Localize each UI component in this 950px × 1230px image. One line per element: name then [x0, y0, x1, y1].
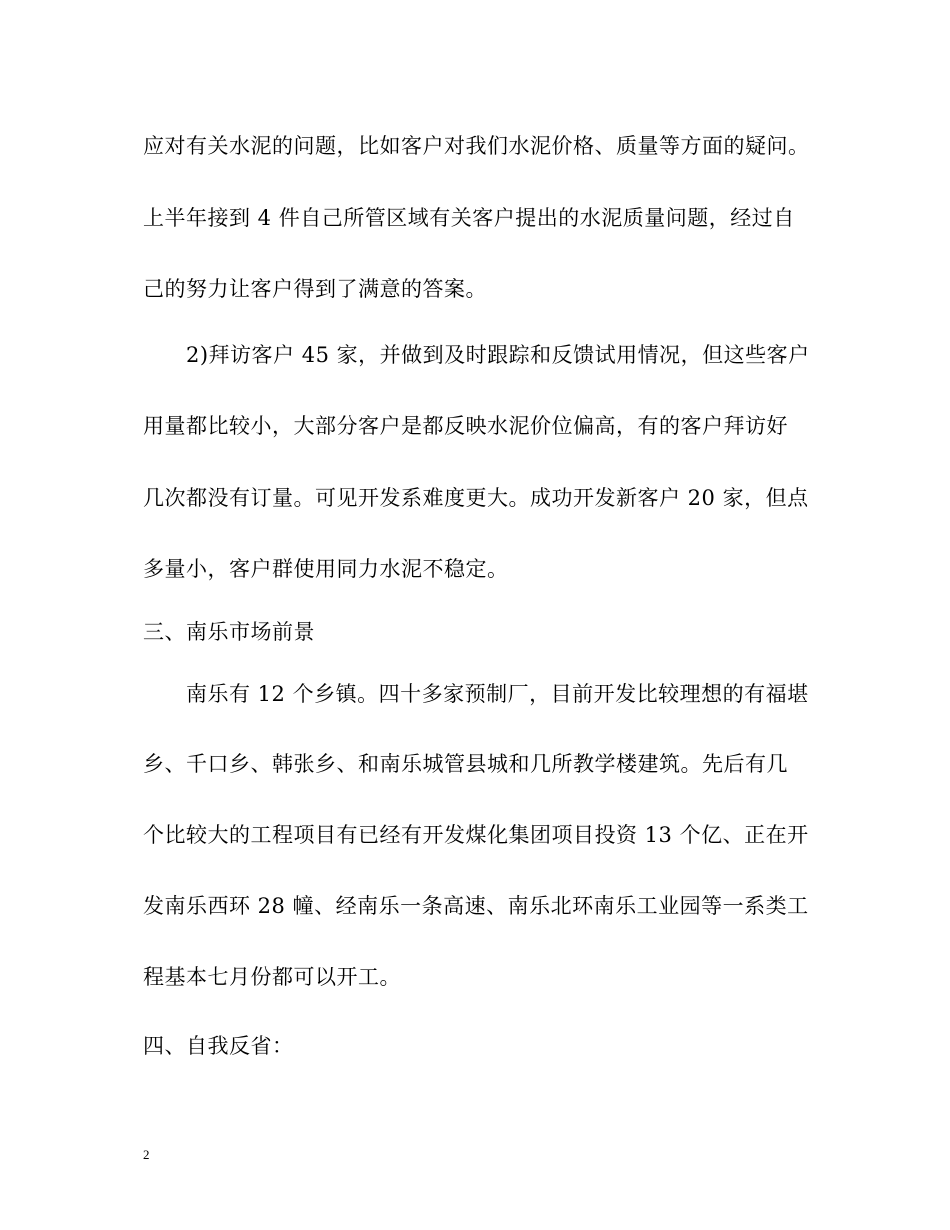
body-text-line: 己的努力让客户得到了满意的答案。 [143, 277, 487, 301]
body-text-line: 上半年接到 4 件自己所管区域有关客户提出的水泥质量问题，经过自 [143, 206, 795, 230]
body-text-line: 多量小，客户群使用同力水泥不稳定。 [143, 557, 509, 581]
body-text-line: 几次都没有订量。可见开发系难度更大。成功开发新客户 20 家，但点 [143, 486, 809, 510]
body-text-line: 用量都比较小，大部分客户是都反映水泥价位偏高，有的客户拜访好 [143, 414, 788, 438]
body-text-line: 2)拜访客户 45 家，并做到及时跟踪和反馈试用情况，但这些客户 [186, 343, 810, 367]
body-text-line: 南乐有 12 个乡镇。四十多家预制厂，目前开发比较理想的有福堪 [186, 682, 809, 706]
section-heading: 三、南乐市场前景 [143, 620, 315, 644]
page-number: 2 [143, 1147, 150, 1162]
body-text-line: 个比较大的工程项目有已经有开发煤化集团项目投资 13 个亿、正在开 [143, 823, 809, 847]
body-text-line: 乡、千口乡、韩张乡、和南乐城管县城和几所教学楼建筑。先后有几 [143, 752, 788, 776]
body-text-line: 程基本七月份都可以开工。 [143, 965, 401, 989]
body-text-line: 发南乐西环 28 幢、经南乐一条高速、南乐北环南乐工业园等一系类工 [143, 894, 809, 918]
section-heading: 四、自我反省： [143, 1034, 294, 1058]
body-text-line: 应对有关水泥的问题，比如客户对我们水泥价格、质量等方面的疑问。 [143, 134, 810, 158]
